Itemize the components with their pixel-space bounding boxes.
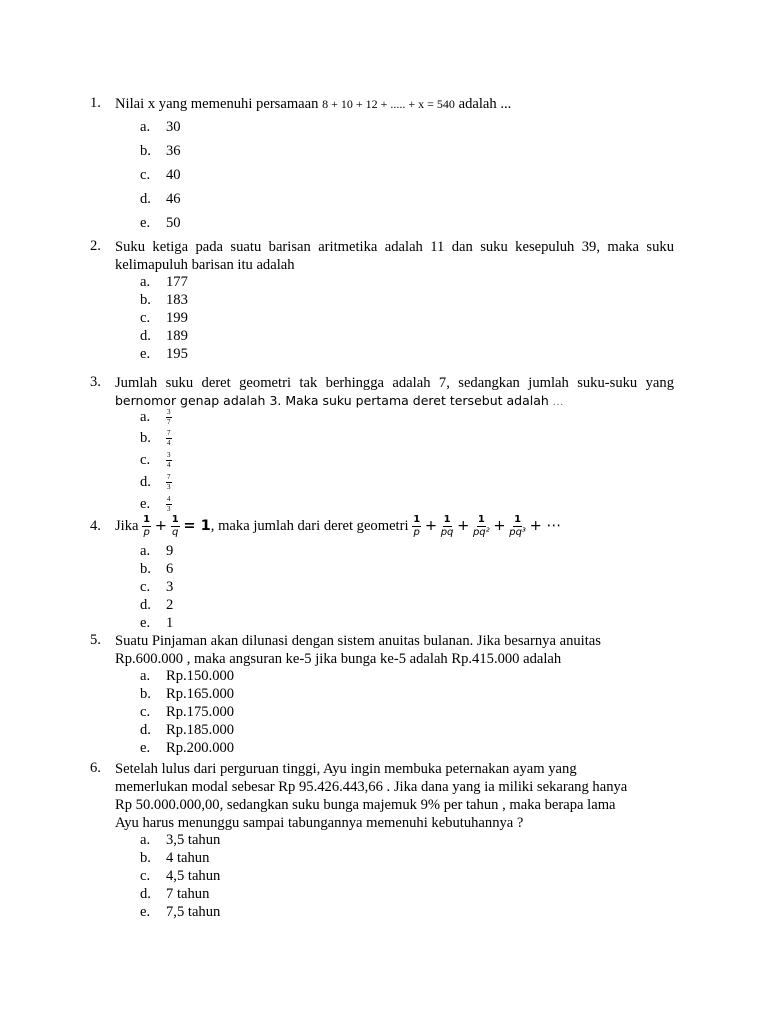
question-text-pre: Nilai x yang memenuhi persamaan	[115, 96, 319, 112]
option-b[interactable]	[140, 850, 209, 867]
option-e[interactable]	[140, 215, 181, 232]
option-text: 4 tahun	[166, 850, 210, 866]
fraction-denominator: q	[171, 527, 179, 538]
question-line-2: memerlukan modal sebesar Rp 95.426.443,66 . Jika dana yang ia miliki sekarang hanya	[115, 779, 628, 795]
option-d[interactable]	[140, 722, 234, 739]
question-number: 6.	[90, 760, 101, 776]
jika-label: Jika	[115, 517, 139, 534]
question-number: 2.	[90, 238, 101, 254]
question-line-1: Setelah lulus dari perguruan tinggi, Ayu ingin membuka peternakan ayam yang	[115, 761, 577, 777]
option-letter: c.	[140, 310, 151, 326]
option-c[interactable]	[140, 310, 188, 327]
question-line-2-text: bernomor genap adalah 3. Maka suku pertama deret tersebut adalah	[115, 393, 549, 408]
option-letter: e.	[140, 346, 151, 362]
option-c[interactable]	[140, 167, 181, 184]
question-number: 5.	[90, 632, 101, 648]
series-tail: + ⋯	[529, 516, 562, 534]
series-term-2	[441, 515, 454, 538]
option-d[interactable]	[140, 597, 173, 614]
fraction-numerator: 7	[167, 473, 171, 482]
equation: 8 + 10 + 12 + ..... + x = 540	[322, 97, 455, 111]
option-e[interactable]	[140, 904, 220, 921]
fraction-numerator: 1	[443, 514, 451, 525]
option-b[interactable]	[140, 292, 188, 309]
fraction-denominator: 3	[167, 483, 171, 492]
question-number: 1.	[90, 95, 101, 111]
option-b[interactable]	[140, 430, 172, 447]
option-c[interactable]	[140, 452, 172, 469]
fraction-1-over-p	[142, 515, 151, 538]
option-letter: b.	[140, 430, 151, 446]
question-text	[115, 632, 674, 668]
option-letter: b.	[140, 561, 151, 577]
question-line-3: Rp 50.000.000,00, sedangkan suku bunga majemuk 9% per tahun , maka berapa lama	[115, 797, 616, 813]
option-b[interactable]	[140, 561, 173, 578]
option-text: 3,5 tahun	[166, 832, 221, 848]
option-letter: e.	[140, 215, 151, 231]
option-text: 7 tahun	[166, 886, 210, 902]
option-a[interactable]	[140, 409, 172, 426]
option-text: 1	[166, 615, 174, 631]
option-letter: c.	[140, 868, 151, 884]
option-d[interactable]	[140, 328, 188, 345]
plus-sign: +	[424, 516, 438, 534]
fraction-numerator: 3	[167, 451, 171, 460]
option-text: 177	[166, 274, 188, 290]
option-text: 199	[166, 310, 188, 326]
option-letter: a.	[140, 119, 151, 135]
fraction-numerator: 1	[514, 514, 522, 525]
option-text: 189	[166, 328, 188, 344]
option-text: 3	[166, 579, 174, 595]
plus-sign: +	[457, 516, 470, 534]
option-text: 6	[166, 561, 174, 577]
question-line-1: Jumlah suku deret geometri tak berhingga adalah 7, sedangkan jumlah suku-suku yang	[115, 375, 674, 391]
option-letter: d.	[140, 886, 151, 902]
option-a[interactable]	[140, 543, 173, 560]
fraction-denominator: 3	[167, 505, 171, 514]
question-number: 3.	[90, 374, 101, 390]
option-a[interactable]	[140, 119, 181, 136]
option-letter: c.	[140, 452, 151, 468]
question-line-1: Suatu Pinjaman akan dilunasi dengan sistem anuitas bulanan. Jika besarnya anuitas	[115, 633, 601, 649]
option-letter: e.	[140, 904, 151, 920]
option-a[interactable]	[140, 668, 234, 685]
option-d[interactable]	[140, 191, 181, 208]
option-letter: d.	[140, 328, 151, 344]
option-fraction	[166, 474, 172, 491]
option-letter: d.	[140, 474, 151, 490]
option-letter: d.	[140, 597, 151, 613]
option-letter: e.	[140, 615, 151, 631]
option-c[interactable]	[140, 868, 220, 885]
option-letter: a.	[140, 543, 151, 559]
option-text: Rp.200.000	[166, 740, 235, 756]
option-text: Rp.185.000	[166, 722, 235, 738]
option-letter: c.	[140, 704, 151, 720]
fraction-denominator: pq²	[472, 527, 490, 538]
fraction-numerator: 7	[167, 429, 171, 438]
option-letter: c.	[140, 579, 151, 595]
option-letter: a.	[140, 668, 151, 684]
plus-sign: +	[154, 516, 168, 534]
question-text: Suku ketiga pada suatu barisan aritmetika adalah 11 dan suku kesepuluh 39, maka suku kelimapuluh barisan itu adalah	[115, 239, 674, 273]
fraction-denominator: 7	[167, 418, 171, 427]
question-line-2	[115, 392, 674, 411]
option-c[interactable]	[140, 579, 173, 596]
fraction-denominator: p	[143, 527, 150, 538]
series-term-4	[509, 515, 526, 538]
option-text: 46	[166, 191, 181, 207]
fraction-denominator: pq	[440, 527, 454, 538]
question-line-2: Rp.600.000 , maka angsuran ke-5 jika bunga ke-5 adalah Rp.415.000 adalah	[115, 651, 562, 667]
option-text: Rp.165.000	[166, 686, 235, 702]
option-text: 9	[166, 543, 174, 559]
option-letter: c.	[140, 167, 151, 183]
option-fraction	[166, 496, 172, 513]
ellipsis: …	[552, 396, 564, 408]
fraction-denominator: 4	[167, 461, 171, 470]
option-letter: b.	[140, 686, 151, 702]
question-number: 4.	[90, 518, 101, 534]
option-a[interactable]	[140, 832, 220, 849]
question-line-4: Ayu harus menunggu sampai tabungannya memenuhi kebutuhannya ?	[115, 815, 524, 831]
plus-sign: +	[493, 516, 506, 534]
question-text	[115, 374, 674, 411]
question-text	[115, 515, 674, 538]
option-fraction	[166, 409, 172, 426]
option-letter: d.	[140, 722, 151, 738]
series-term-3	[473, 515, 490, 538]
option-fraction	[166, 452, 172, 469]
option-b[interactable]	[140, 143, 181, 160]
option-letter: a.	[140, 832, 151, 848]
option-text: 30	[166, 119, 181, 135]
equals-one: = 1	[183, 516, 211, 534]
fraction-numerator: 4	[167, 495, 171, 504]
option-text: 50	[166, 215, 181, 231]
option-text: Rp.150.000	[166, 668, 235, 684]
fraction-denominator: 4	[167, 439, 171, 448]
option-letter: b.	[140, 292, 151, 308]
series-term-1	[412, 515, 421, 538]
fraction-numerator: 1	[477, 514, 485, 525]
fraction-numerator: 1	[143, 514, 151, 525]
option-text: 7,5 tahun	[166, 904, 221, 920]
fraction-numerator: 1	[413, 514, 421, 525]
option-letter: b.	[140, 850, 151, 866]
option-b[interactable]	[140, 686, 234, 703]
fraction-denominator: p	[413, 527, 420, 538]
question-text	[115, 760, 674, 832]
option-text: 4,5 tahun	[166, 868, 221, 884]
fraction-numerator: 1	[171, 514, 179, 525]
option-text: 183	[166, 292, 188, 308]
option-text: 2	[166, 597, 174, 613]
option-text: 40	[166, 167, 181, 183]
option-e[interactable]	[140, 740, 234, 757]
option-text: 36	[166, 143, 181, 159]
option-letter: b.	[140, 143, 151, 159]
question-text	[115, 95, 674, 113]
option-d[interactable]	[140, 474, 172, 491]
option-letter: d.	[140, 191, 151, 207]
fraction-denominator: pq³	[509, 527, 526, 538]
option-a[interactable]	[140, 274, 188, 291]
question-text-post: adalah ...	[458, 96, 512, 112]
fraction-numerator: 3	[167, 408, 171, 417]
question-text-mid: , maka jumlah dari deret geometri	[210, 517, 409, 534]
option-letter: e.	[140, 740, 151, 756]
option-letter: e.	[140, 496, 151, 512]
fraction-1-over-q	[171, 515, 180, 538]
option-letter: a.	[140, 409, 151, 425]
option-e[interactable]	[140, 615, 173, 632]
option-d[interactable]	[140, 886, 209, 903]
option-c[interactable]	[140, 704, 234, 721]
option-fraction	[166, 430, 172, 447]
option-letter: a.	[140, 274, 151, 290]
option-e[interactable]	[140, 346, 188, 363]
option-text: 195	[166, 346, 188, 362]
option-e[interactable]	[140, 496, 172, 513]
option-text: Rp.175.000	[166, 704, 235, 720]
